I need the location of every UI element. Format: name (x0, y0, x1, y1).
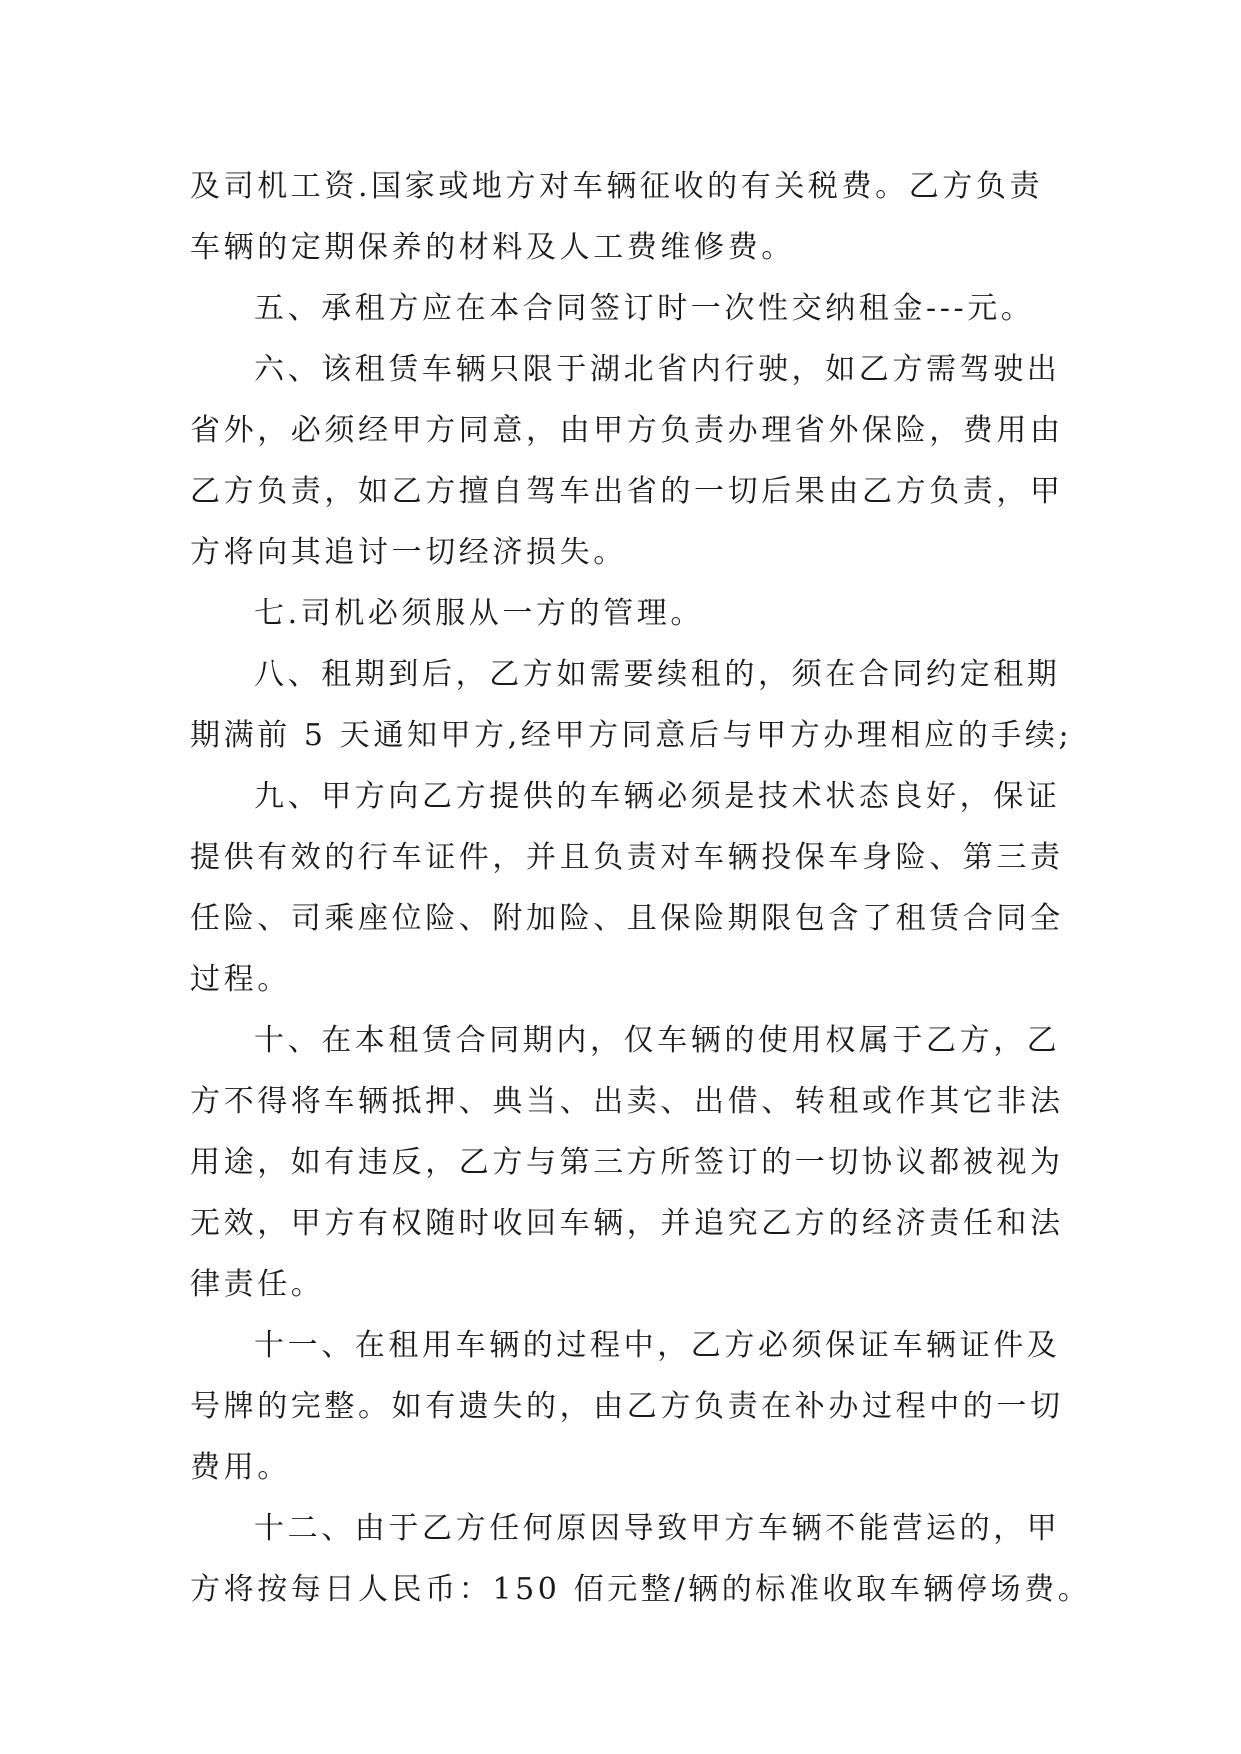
text-line: 号牌的完整。如有遗失的，由乙方负责在补办过程中的一切 (190, 1389, 1064, 1424)
clause-12-line: 十二、由于乙方任何原因导致甲方车辆不能营运的，甲 (254, 1511, 1061, 1546)
text-line: 方将向其追讨一切经济损失。 (190, 535, 627, 570)
contract-body-text (190, 156, 1092, 1620)
text-line: 用途，如有违反，乙方与第三方所签订的一切协议都被视为 (190, 1145, 1064, 1180)
clause-5-line: 五、承租方应在本合同签订时一次性交纳租金---元。 (254, 291, 1035, 326)
text-line: 车辆的定期保养的材料及人工费维修费。 (190, 230, 795, 265)
clause-10-line: 十、在本租赁合同期内，仅车辆的使用权属于乙方，乙 (254, 1023, 1061, 1058)
text-line: 期满前 5 天通知甲方,经甲方同意后与甲方办理相应的手续; (190, 718, 1073, 753)
text-line: 费用。 (190, 1450, 291, 1485)
text-line: 任险、司乘座位险、附加险、且保险期限包含了租赁合同全 (190, 901, 1064, 936)
clause-11-line: 十一、在租用车辆的过程中，乙方必须保证车辆证件及 (254, 1328, 1061, 1363)
text-line: 方将按每日人民币：150 佰元整/辆的标准收取车辆停场费。 (190, 1572, 1092, 1607)
text-line: 省外，必须经甲方同意，由甲方负责办理省外保险，费用由 (190, 413, 1064, 448)
text-line: 及司机工资.国家或地方对车辆征收的有关税费。乙方负责 (190, 169, 1044, 204)
text-line: 乙方负责，如乙方擅自驾车出省的一切后果由乙方负责，甲 (190, 474, 1064, 509)
text-line: 过程。 (190, 962, 291, 997)
text-line: 无效，甲方有权随时收回车辆，并追究乙方的经济责任和法 (190, 1206, 1064, 1241)
text-line: 律责任。 (190, 1267, 325, 1302)
clause-7-line: 七.司机必须服从一方的管理。 (254, 596, 704, 631)
clause-9-line: 九、甲方向乙方提供的车辆必须是技术状态良好，保证 (254, 779, 1061, 814)
clause-8-line: 八、租期到后，乙方如需要续租的，须在合同约定租期 (254, 657, 1061, 692)
text-line: 提供有效的行车证件，并且负责对车辆投保车身险、第三责 (190, 840, 1064, 875)
clause-6-line: 六、该租赁车辆只限于湖北省内行驶，如乙方需驾驶出 (254, 352, 1061, 387)
text-line: 方不得将车辆抵押、典当、出卖、出借、转租或作其它非法 (190, 1084, 1064, 1119)
